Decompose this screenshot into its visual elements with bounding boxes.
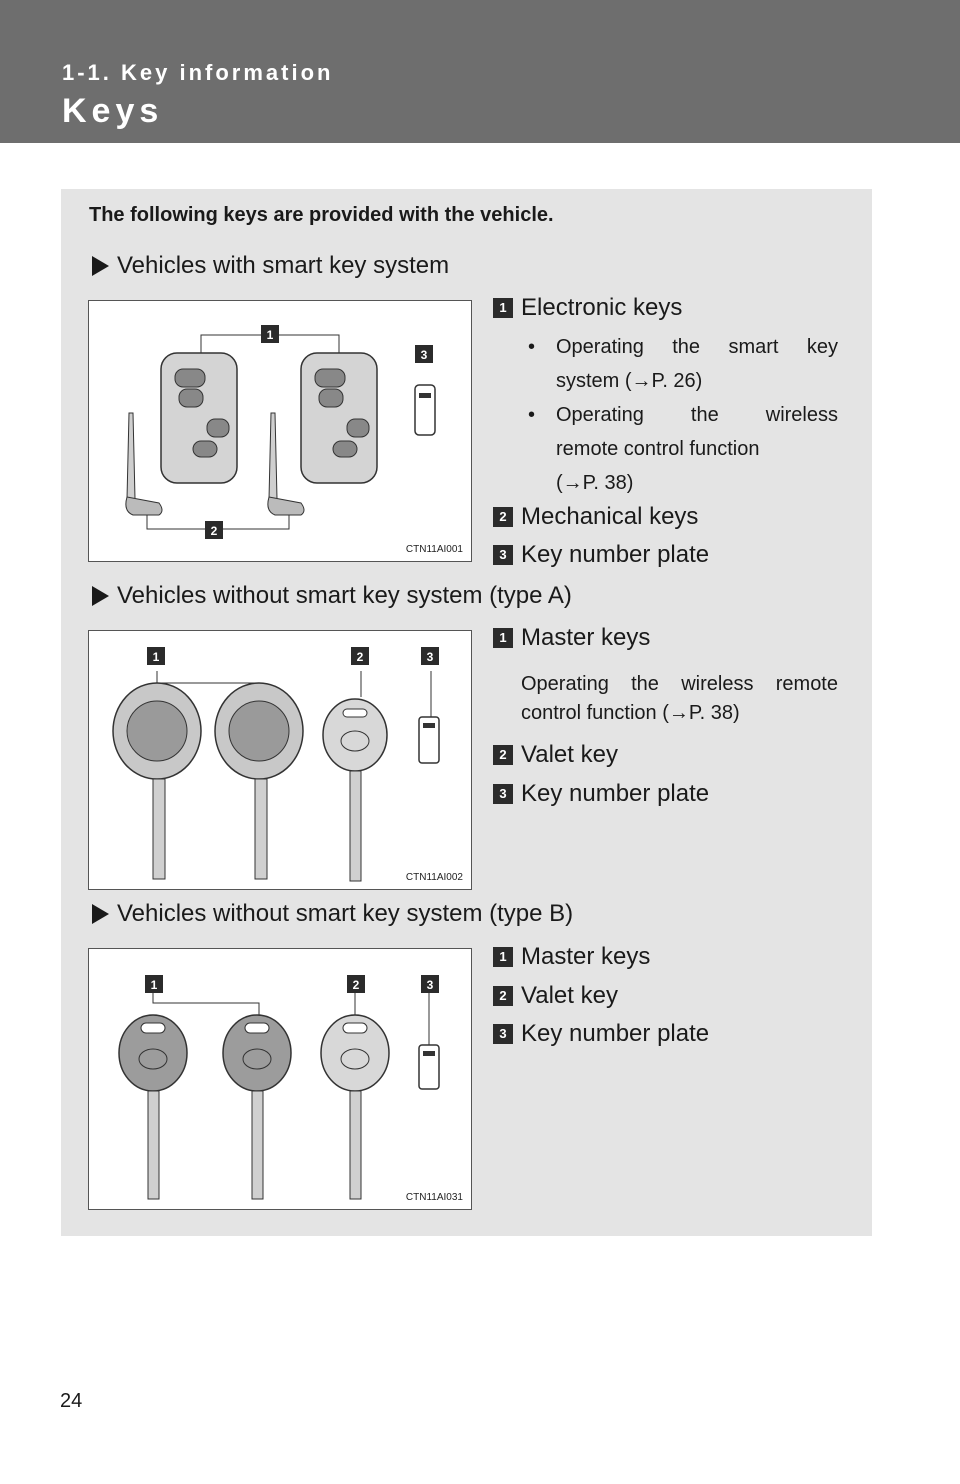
note-line: control function (→P. 38) [521, 702, 740, 724]
group-heading-text: Vehicles with smart key system [117, 252, 450, 279]
page-title: Keys [62, 92, 164, 130]
group-heading-text: Vehicles without smart key system (type B) [117, 900, 574, 927]
key-number-plate-icon [419, 1045, 439, 1089]
item-label: Key number plate [521, 541, 710, 568]
number-box-icon: 3 [493, 545, 513, 565]
group-heading-type-a [92, 582, 572, 610]
item-mechanical-keys [493, 503, 698, 531]
type-a-keys-illustration [89, 631, 473, 891]
svg-text:1: 1 [150, 978, 158, 992]
page-header [0, 0, 960, 143]
group-heading-type-b [92, 900, 573, 928]
item-label: Master keys [521, 624, 651, 651]
item-label: Valet key [521, 741, 618, 768]
svg-text:1: 1 [266, 328, 274, 342]
figure-type-a-keys [88, 630, 472, 890]
item-key-number-plate [493, 780, 709, 808]
item-label: Master keys [521, 943, 651, 970]
remote-master-key-icon [113, 683, 201, 879]
bullet-line: Operating the smart key [556, 336, 838, 358]
item-master-keys [493, 624, 650, 652]
svg-text:2: 2 [356, 650, 364, 664]
bullet-line: remote control function [556, 438, 760, 460]
number-box-icon: 3 [493, 784, 513, 804]
valet-key-icon [323, 699, 387, 881]
figure-code: CTN11AI031 [405, 1192, 463, 1203]
svg-text:3: 3 [420, 348, 428, 362]
triangle-right-icon [92, 586, 109, 606]
master-key-icon [223, 1015, 291, 1199]
bullet-line: (→P. 38) [556, 472, 634, 494]
item-electronic-keys [493, 294, 682, 322]
item-label: Valet key [521, 982, 618, 1009]
svg-text:3: 3 [426, 650, 434, 664]
master-key-icon [119, 1015, 187, 1199]
note-wireless [521, 670, 838, 728]
mechanical-key-icon [126, 413, 162, 515]
mechanical-key-icon [268, 413, 304, 515]
svg-text:2: 2 [210, 524, 218, 538]
number-box-icon: 2 [493, 745, 513, 765]
item-valet-key [493, 982, 618, 1010]
bullet-wireless: • Operating the wireless remote control function (→P. 38) [528, 398, 838, 500]
group-heading-text: Vehicles without smart key system (type A) [117, 582, 572, 609]
valet-key-icon [321, 1015, 389, 1199]
item-key-number-plate [493, 1020, 709, 1048]
remote-master-key-icon [215, 683, 303, 879]
triangle-right-icon [92, 904, 109, 924]
svg-text:1: 1 [152, 650, 160, 664]
number-box-icon: 1 [493, 628, 513, 648]
item-key-number-plate [493, 541, 709, 569]
smart-key-fob-icon [161, 353, 237, 483]
bullet-line: Operating the wireless [556, 404, 838, 426]
triangle-right-icon [92, 256, 109, 276]
group-heading-smart [92, 252, 449, 280]
figure-smart-keys [88, 300, 472, 562]
svg-text:2: 2 [352, 978, 360, 992]
type-b-keys-illustration [89, 949, 473, 1211]
smart-key-fob-icon [301, 353, 377, 483]
item-valet-key [493, 741, 618, 769]
smart-keys-illustration [89, 301, 473, 563]
key-number-plate-icon [415, 385, 435, 435]
svg-text:3: 3 [426, 978, 434, 992]
bullet-smart-key: • Operating the smart key system (→P. 26) [528, 330, 838, 398]
number-box-icon: 1 [493, 947, 513, 967]
note-line: Operating the wireless remote [521, 673, 838, 695]
number-box-icon: 2 [493, 507, 513, 527]
number-box-icon: 2 [493, 986, 513, 1006]
item-label: Key number plate [521, 780, 710, 807]
section-title: 1-1. Key information [62, 60, 334, 85]
item-label: Key number plate [521, 1020, 710, 1047]
figure-code: CTN11AI001 [405, 544, 463, 555]
item-label: Electronic keys [521, 294, 683, 321]
figure-code: CTN11AI002 [405, 872, 463, 883]
bullet-line: system (→P. 26) [556, 370, 703, 392]
item-master-keys [493, 943, 650, 971]
item-label: Mechanical keys [521, 503, 699, 530]
number-box-icon: 3 [493, 1024, 513, 1044]
figure-type-b-keys [88, 948, 472, 1210]
key-number-plate-icon [419, 717, 439, 763]
number-box-icon: 1 [493, 298, 513, 318]
page-number: 24 [60, 1390, 83, 1412]
intro-text: The following keys are provided with the vehicle. [89, 204, 554, 226]
